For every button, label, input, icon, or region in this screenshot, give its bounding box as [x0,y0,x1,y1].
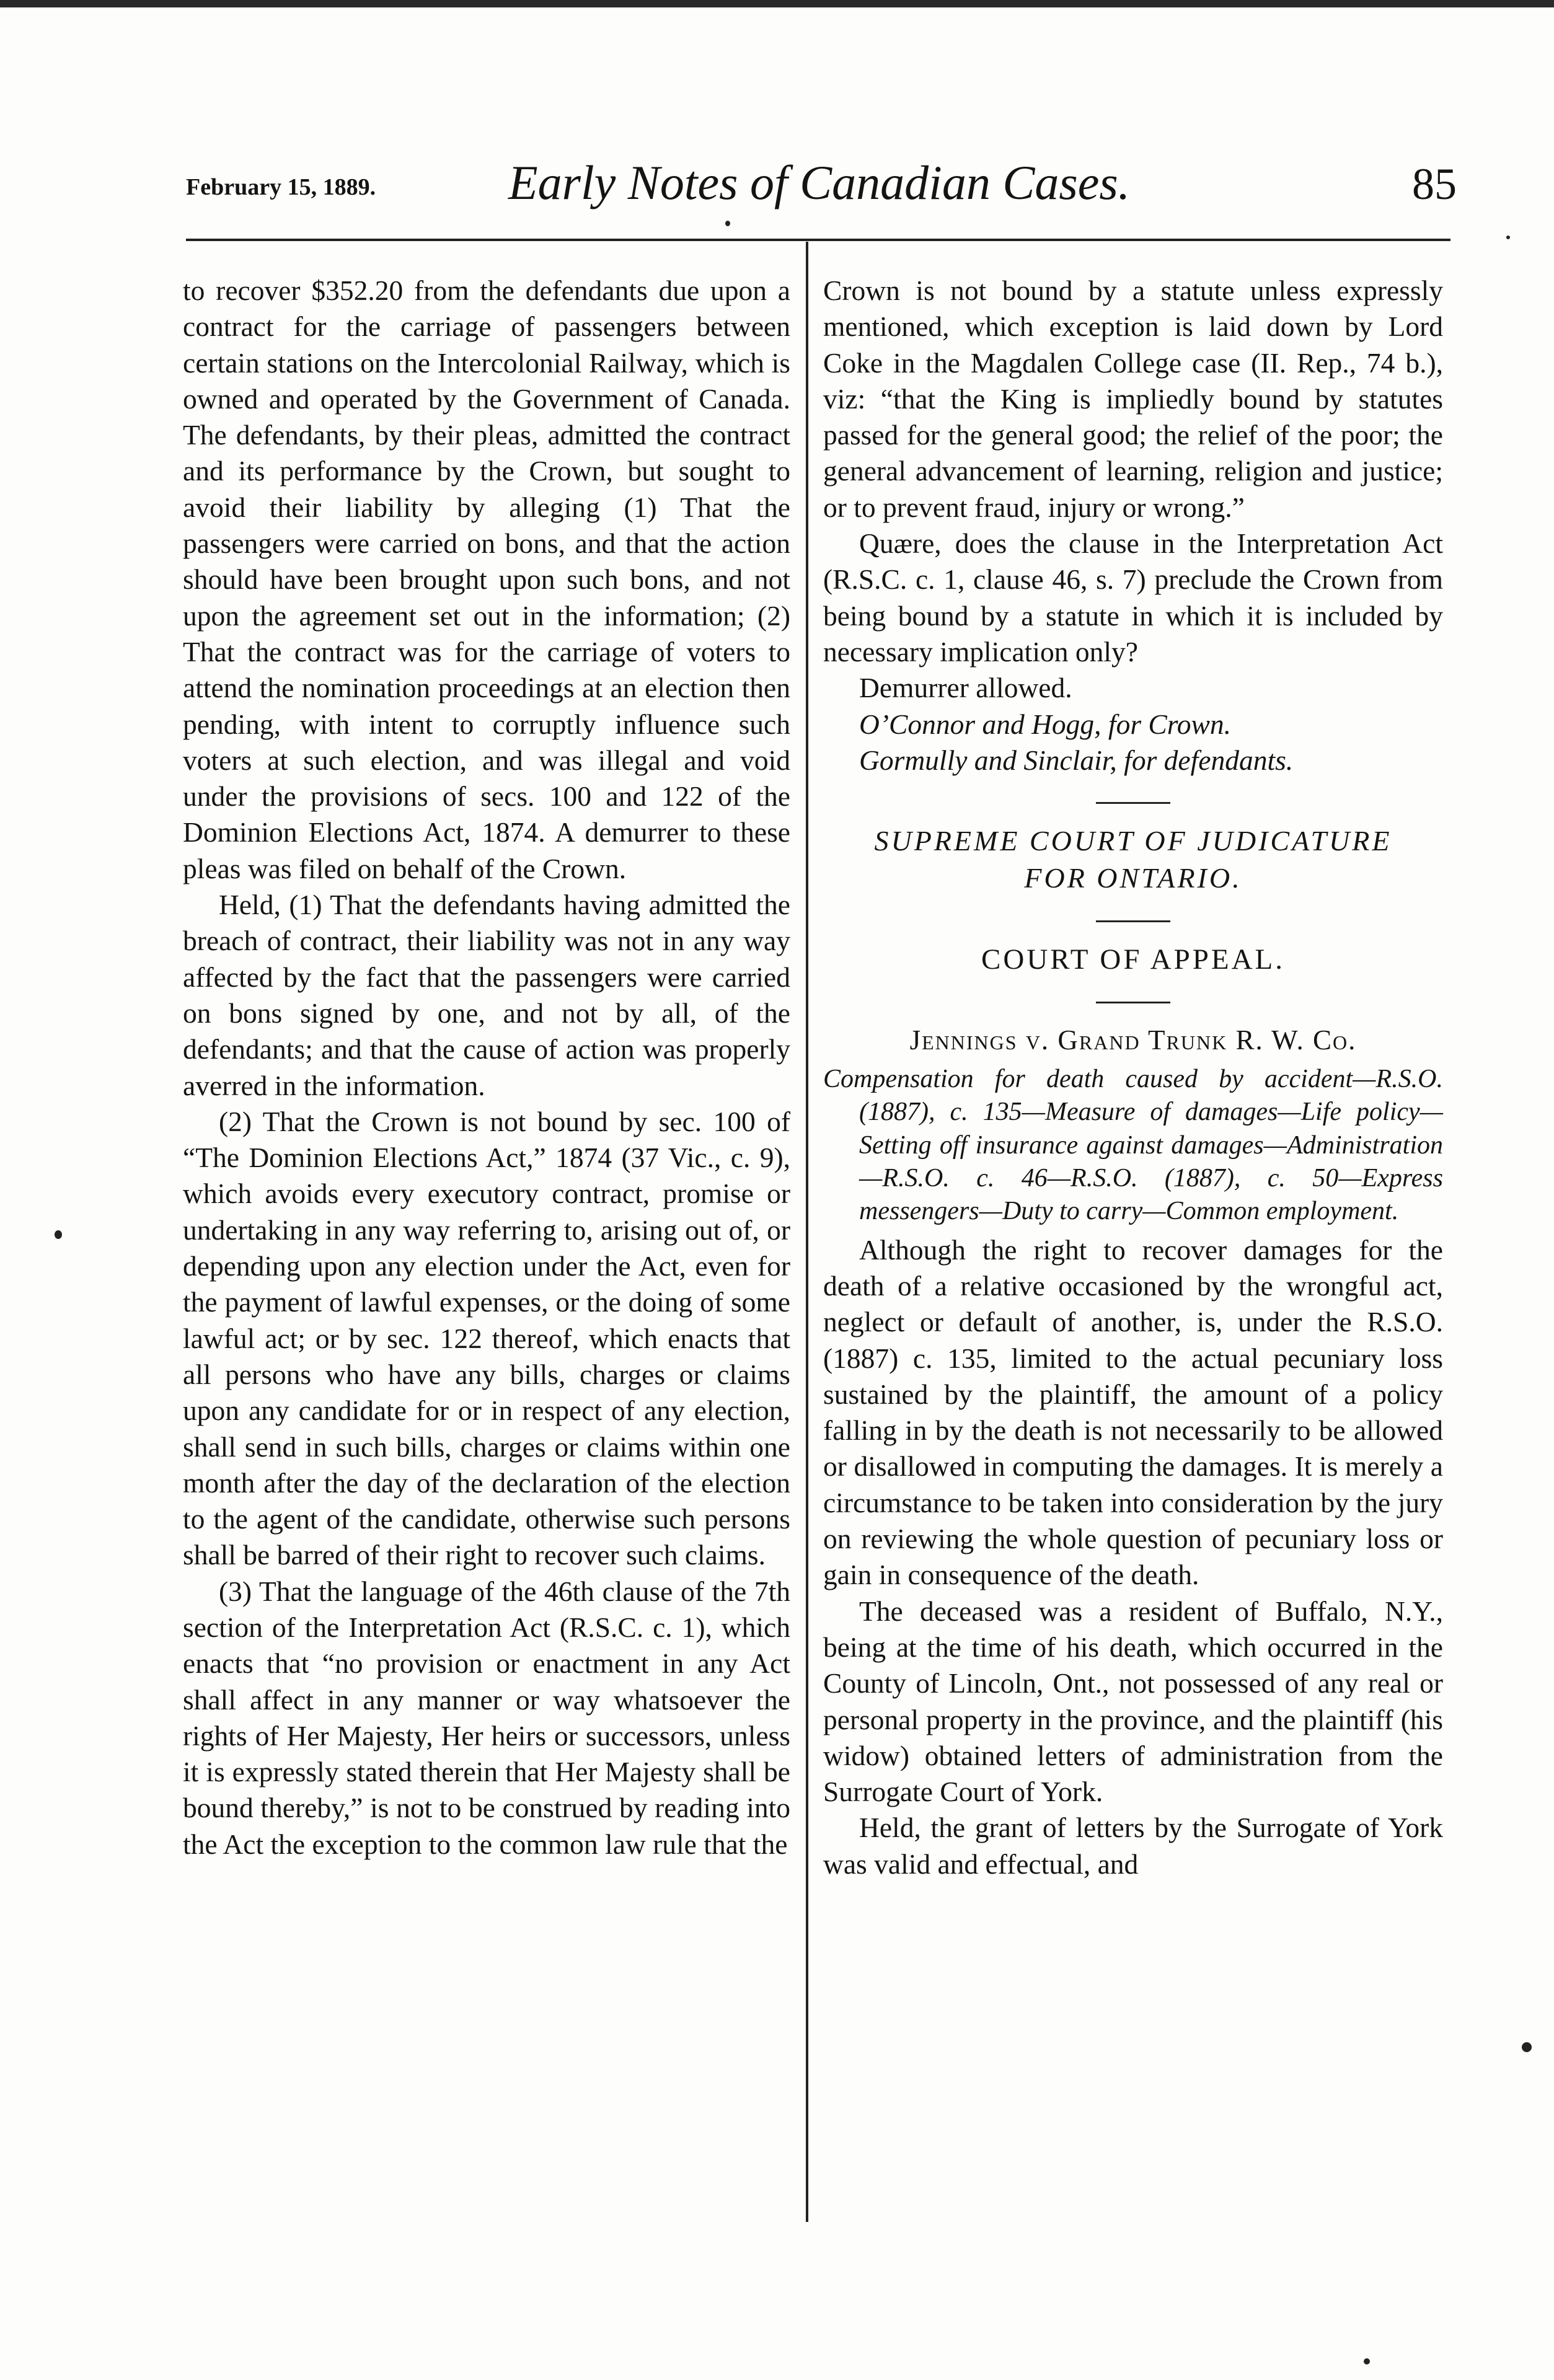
running-header [186,155,1457,223]
page-top-edge [0,0,1554,7]
court-of-appeal-heading: COURT OF APPEAL. [981,943,1285,976]
paragraph: to recover $352.20 from the defendants due upon a contract for the carriage of passengers between certain stations on the Intercolonial Railway, which is owned and operated by the Government of Canada. The defendants, by their pleas, admitted the contract and its performance by the Crown, but sought to avoid their liability by alleging (1) That the passengers were carried on bons, and that the action should have been brought upon such bons, and not upon the agreement set out in the information; (2) That the contract was for the carriage of voters to attend the nomination proceedings at an election then pending, with intent to corruptly influence such voters at such election, and was illegal and void under the provisions of secs. 100 and 122 of the Dominion Elections Act, 1874. A demurrer to these pleas was filed on behalf of the Crown. [183,275,790,884]
section-rule [1096,802,1170,804]
scan-speck [55,1230,62,1239]
paragraph: The deceased was a resident of Buffalo, N.Y., being at the time of his death, which occurred in the County of Lincoln, Ont., not possessed of any real or personal property in the province, and the plaintiff (his widow) obtained letters of administration from the Surrogate Court of York. [823,1595,1443,1808]
counsel-crown: O’Connor and Hogg, for Crown. [859,708,1231,740]
paragraph: Quære, does the clause in the Interpretation Act (R.S.C. c. 1, clause 46, s. 7) preclude the Crown from being bound by a statute in which it is included by necessary implication only? [823,527,1443,668]
paragraph: Held, the grant of letters by the Surrogate of York was valid and effectual, and [823,1812,1443,1880]
section-rule [1096,920,1170,922]
left-column [183,273,790,1862]
paragraph: Held, (1) That the defendants having admitted the breach of contract, their liability was not in any way affected by the fact that the passengers were carried on bons signed by one, and not by all, of the defendants; and that the cause of action was properly averred in the information. [183,889,790,1101]
paragraph: (2) That the Crown is not bound by sec. 100 of “The Dominion Elections Act,” 1874 (37 Vic., c. 9), which avoids every executory contract, promise or undertaking in any way referring to, arising out of, or depending upon any election under the Act, even for the payment of lawful expenses, or the doing of some lawful act; or by sec. 122 thereof, which enacts that all persons who have any bills, charges or claims upon any candidate for or in respect of any election, shall send in such bills, charges or claims within one month after the day of the declaration of the election to the agent of the candidate, otherwise such persons shall be barred of their right to recover such claims. [183,1105,790,1571]
header-date: February 15, 1889. [186,174,376,200]
header-title: Early Notes of Canadian Cases. [508,156,1131,209]
column-divider [806,242,808,2222]
court-heading-line: SUPREME COURT OF JUDICATURE [874,825,1392,857]
scan-speck [1506,236,1510,239]
right-column [823,273,1443,1882]
header-rule [186,239,1450,241]
catchwords: Compensation for death caused by accident—R.S.O. (1887), c. 135—Measure of damages—Life policy—Setting off insurance against damages—Administration—R.S.O. c. 46—R.S.O. (1887), c. 50—Express messengers—Duty to carry—Common employment. [823,1065,1443,1226]
scan-speck [1364,2358,1370,2365]
section-rule [1096,1002,1170,1003]
scan-speck [725,221,730,226]
paragraph: Although the right to recover damages for the death of a relative occasioned by the wrongful act, neglect or default of another, is, under the R.S.O. (1887) c. 135, limited to the actual pecuniary loss sustained by the plaintiff, the amount of a policy falling in by the death is not necessarily to be allowed or disallowed in computing the damages. It is merely a circumstance to be taken into consideration by the jury on reviewing the whole question of pecuniary loss or gain in consequence of the death. [823,1233,1443,1591]
case-title [823,1022,1443,1058]
case-title-text: Jennings v. Grand Trunk R. W. Co. [909,1025,1357,1056]
paragraph: (3) That the language of the 46th clause of the 7th section of the Interpretation Act (R.S.C. c. 1), which enacts that “no provision or enactment in any Act shall affect in any manner or way whatsoever the rights of Her Majesty, Her heirs or successors, unless it is expressly stated therein that Her Majesty shall be bound thereby,” is not to be construed by reading into the Act the exception to the common law rule that the [183,1575,790,1860]
counsel-defendants: Gormully and Sinclair, for defendants. [859,744,1294,776]
page-number: 85 [1412,159,1457,209]
scan-speck [1522,2042,1532,2052]
court-heading-line: FOR ONTARIO. [1024,862,1242,894]
demurrer-line: Demurrer allowed. [859,672,1072,704]
paragraph: Crown is not bound by a statute unless expressly mentioned, which exception is laid down by Lord Coke in the Magdalen College case (II. Rep., 74 b.), viz: “that the King is impliedly bound by statutes passed for the general good; the relief of the poor; the general advancement of learning, religion and justice; or to prevent fraud, injury or wrong.” [823,275,1443,523]
court-heading [823,822,1443,897]
